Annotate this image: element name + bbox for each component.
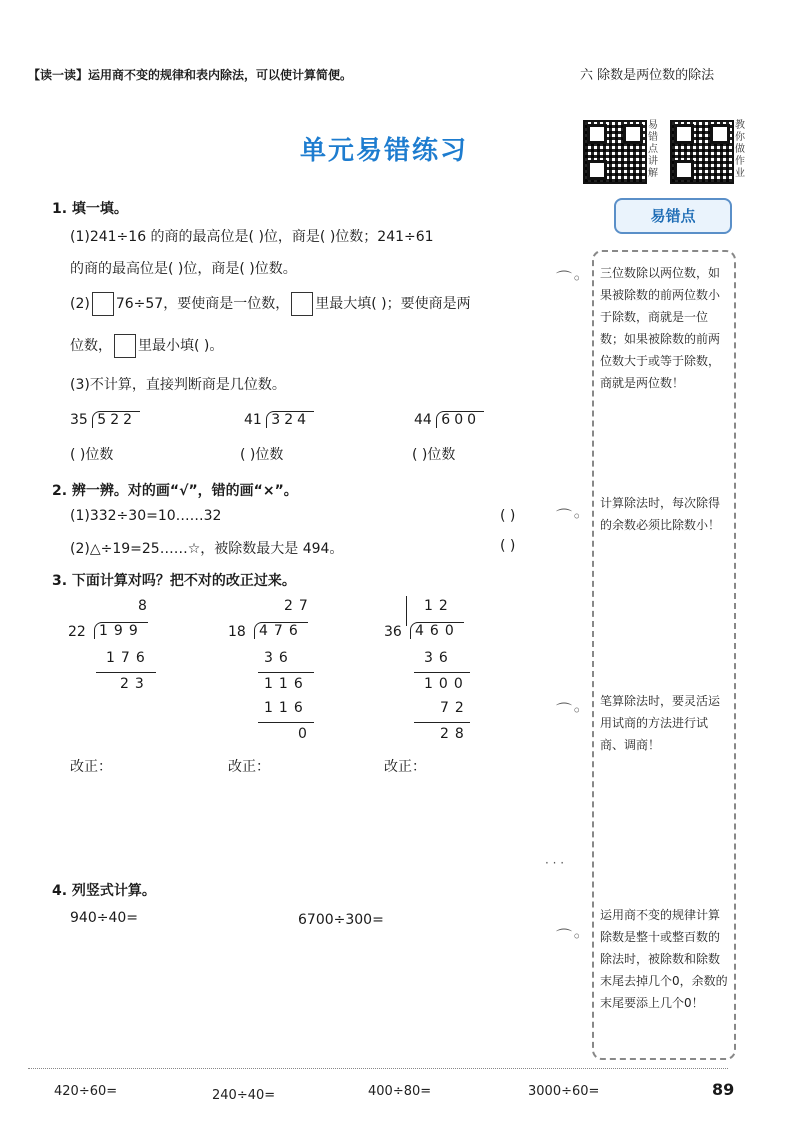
page-title: 单元易错练习 — [300, 136, 469, 166]
step-value: 100 — [424, 676, 469, 692]
curl-arrow-icon: ⌒◦ — [556, 269, 582, 288]
q1-part2-line2: 位数， 里最小填( )。 — [70, 334, 223, 358]
answer-blank[interactable]: ( )位数 — [412, 447, 456, 463]
long-division: 41 324 — [244, 412, 314, 428]
curl-arrow-icon: ⌒◦ — [556, 701, 582, 720]
quotient: 8 — [138, 598, 153, 614]
qr-code-icon[interactable] — [670, 120, 734, 184]
question-3-heading: 3. 下面计算对吗？把不对的改正过来。 — [52, 573, 296, 589]
long-division: 44 600 — [414, 412, 484, 428]
bracket-line — [406, 596, 407, 626]
step-value: 176 — [106, 650, 151, 666]
footer-calc[interactable]: 240÷40= — [212, 1088, 276, 1103]
dots-decoration: · · · — [545, 856, 565, 870]
calc-item[interactable]: 6700÷300= — [298, 912, 384, 928]
qr-label: 易错点讲解 — [648, 120, 658, 179]
q1-part1-line2: 的商的最高位是( )位，商是( )位数。 — [70, 261, 297, 277]
question-4-heading: 4. 列竖式计算。 — [52, 883, 156, 899]
q1-part2-line1: (2) 76÷57，要使商是一位数， 里最大填( )；要使商是两 — [70, 292, 471, 316]
footer-calc[interactable]: 3000÷60= — [528, 1084, 600, 1099]
answer-blank[interactable]: ( )位数 — [240, 447, 284, 463]
tip-text: 计算除法时，每次除得的余数必须比除数小！ — [600, 496, 721, 532]
q2-item: (1)332÷30=10……32 — [70, 508, 222, 524]
subtraction-line — [414, 672, 470, 673]
subtraction-line — [258, 722, 314, 723]
blank-box[interactable] — [92, 292, 114, 316]
qr-label: 教你做作业 — [735, 120, 745, 179]
subtraction-line — [96, 672, 156, 673]
footer-calc[interactable]: 420÷60= — [54, 1084, 118, 1099]
footer-divider — [28, 1068, 728, 1069]
calc-item[interactable]: 940÷40= — [70, 910, 138, 926]
divisor: 36 — [384, 624, 402, 640]
reading-tip: 【读一读】运用商不变的规律和表内除法，可以使计算简便。 — [28, 68, 353, 82]
chapter-title: 六 除数是两位数的除法 — [580, 68, 715, 83]
answer-blank[interactable]: ( )位数 — [70, 447, 114, 463]
step-value: 0 — [298, 726, 313, 742]
q1-part1-line1: (1)241÷16 的商的最高位是( )位，商是( )位数；241÷61 — [70, 229, 434, 245]
judge-blank[interactable]: ( ) — [500, 508, 516, 524]
dividend: 460 — [410, 622, 464, 639]
quotient: 12 — [424, 598, 454, 614]
subtraction-line — [414, 722, 470, 723]
q1-part3: (3)不计算，直接判断商是几位数。 — [70, 377, 286, 393]
blank-box[interactable] — [291, 292, 313, 316]
page-number: 89 — [712, 1080, 735, 1099]
tip-text: 运用商不变的规律计算除数是整十或整百数的除法时，被除数和除数末尾去掉几个0，余数的末尾要添上几个0！ — [600, 908, 728, 1010]
divisor: 18 — [228, 624, 246, 640]
dividend: 199 — [94, 622, 148, 639]
curl-arrow-icon: ⌒◦ — [556, 507, 582, 526]
curl-arrow-icon: ⌒◦ — [556, 927, 582, 946]
divisor: 22 — [68, 624, 86, 640]
fix-label[interactable]: 改正： — [228, 759, 270, 775]
step-value: 72 — [440, 700, 470, 716]
subtraction-line — [258, 672, 314, 673]
dividend: 476 — [254, 622, 308, 639]
step-value: 23 — [120, 676, 150, 692]
blank-box[interactable] — [114, 334, 136, 358]
step-value: 36 — [264, 650, 294, 666]
error-point-badge: 易错点 — [614, 198, 732, 234]
tip-text: 笔算除法时，要灵活运用试商的方法进行试商、调商！ — [600, 694, 721, 752]
step-value: 116 — [264, 676, 309, 692]
step-value: 28 — [440, 726, 470, 742]
question-1-heading: 1. 填一填。 — [52, 201, 128, 217]
tip-text: 三位数除以两位数，如果被除数的前两位数小于除数，商就是一位数；如果被除数的前两位数大于或等于除数，商就是两位数！ — [600, 266, 721, 390]
step-value: 36 — [424, 650, 454, 666]
qr-code-icon[interactable] — [583, 120, 647, 184]
q2-item: (2)△÷19=25……☆，被除数最大是 494。 — [70, 541, 344, 557]
judge-blank[interactable]: ( ) — [500, 538, 516, 554]
fix-label[interactable]: 改正： — [70, 759, 112, 775]
question-2-heading: 2. 辨一辨。对的画“√”，错的画“×”。 — [52, 483, 298, 499]
long-division: 35 522 — [70, 412, 140, 428]
step-value: 116 — [264, 700, 309, 716]
fix-label[interactable]: 改正： — [384, 759, 426, 775]
quotient: 27 — [284, 598, 314, 614]
footer-calc[interactable]: 400÷80= — [368, 1084, 432, 1099]
